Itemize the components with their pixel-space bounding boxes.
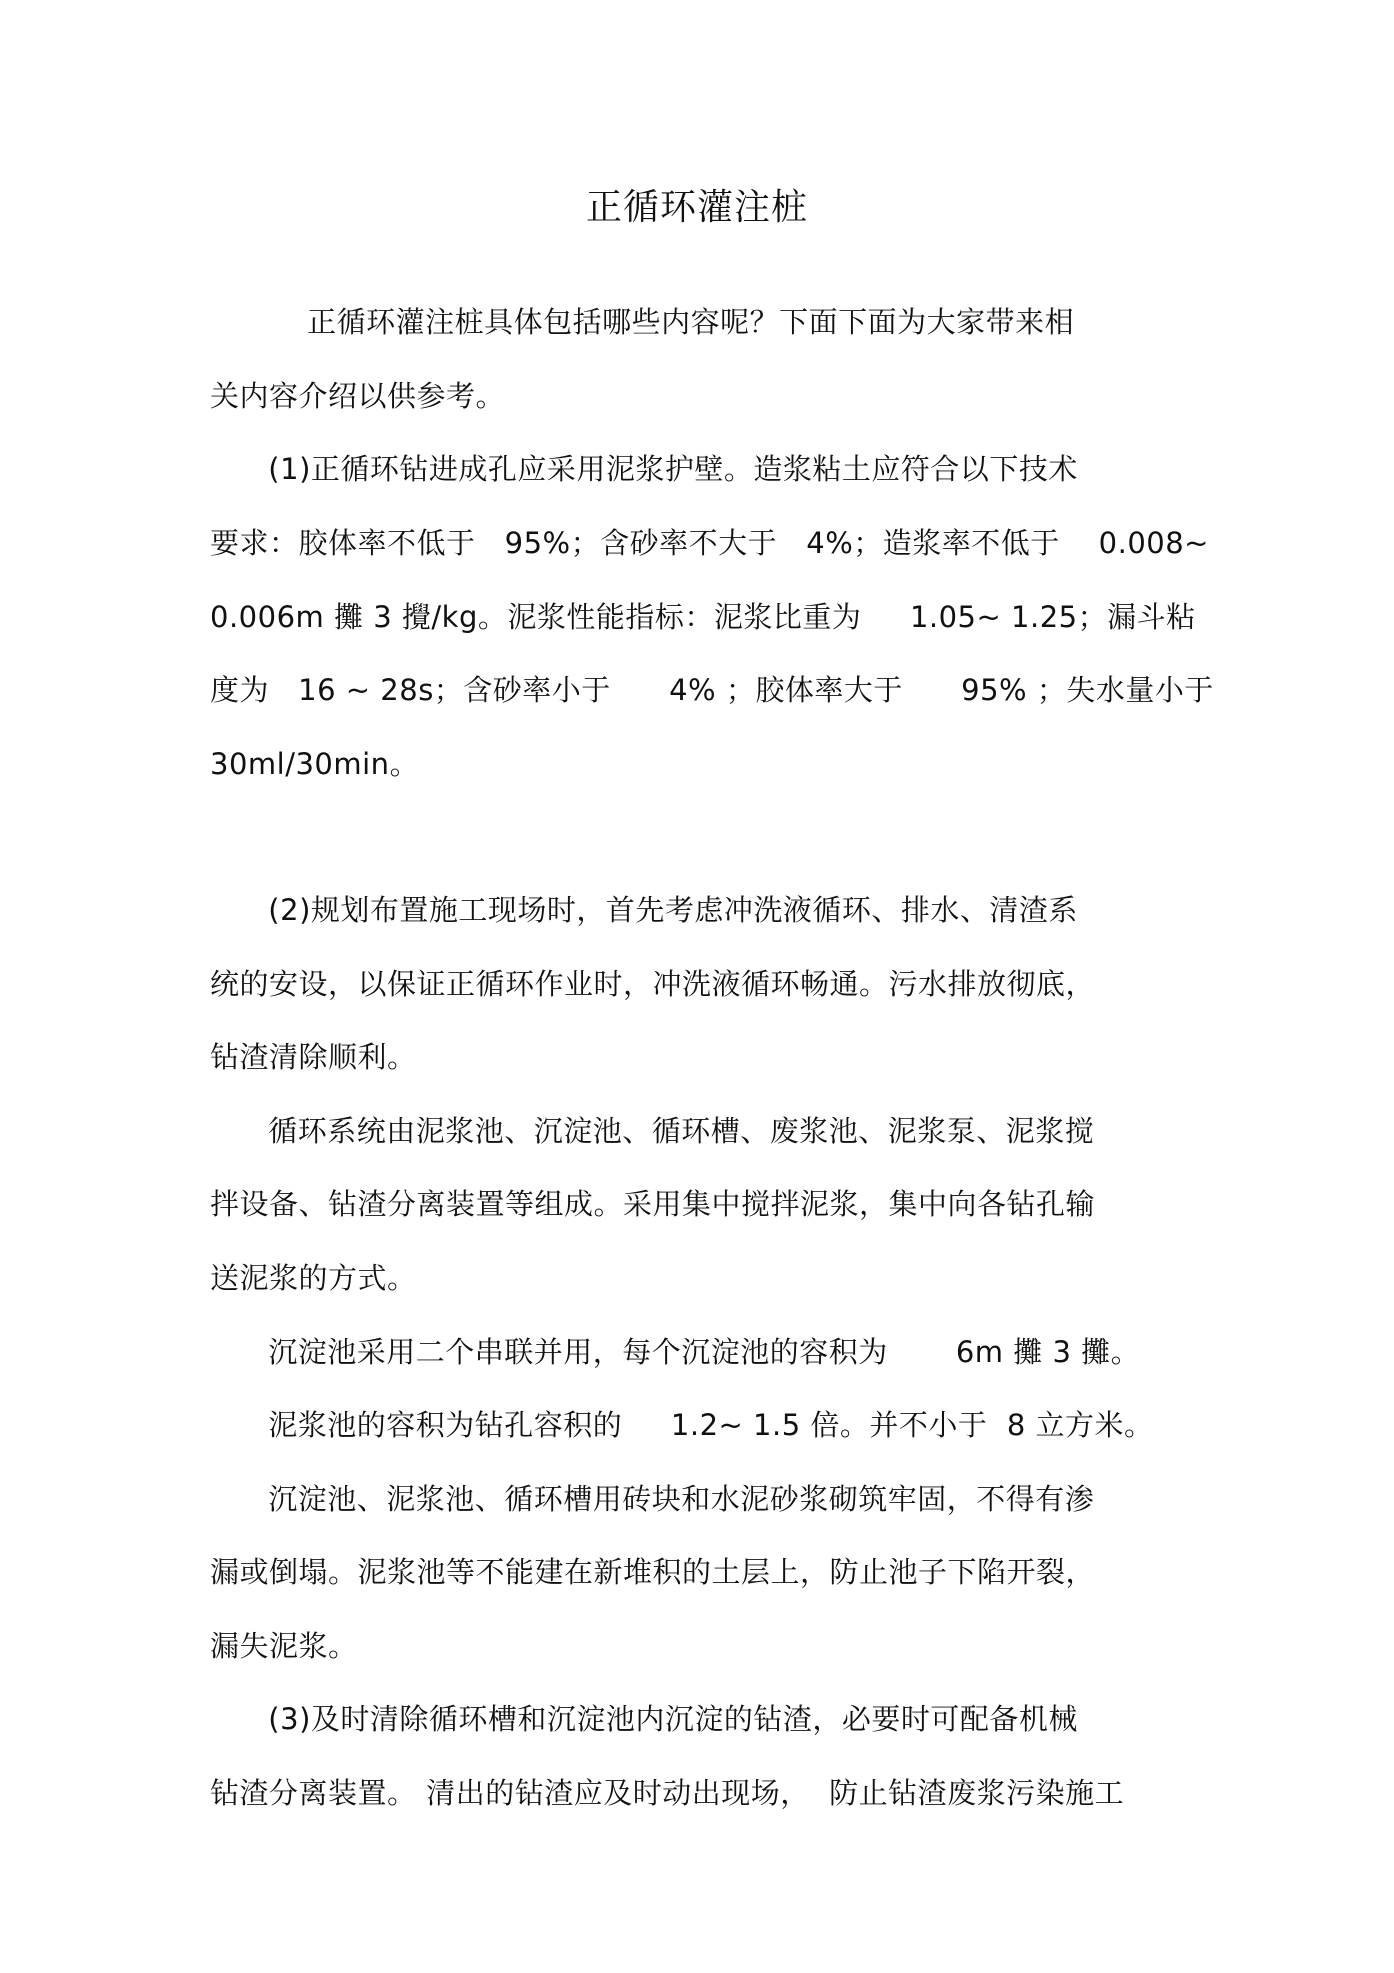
paragraph-line: 正循环灌注桩具体包括哪些内容呢？下面下面为大家带来相 (210, 305, 1075, 339)
paragraph-line: 漏失泥浆。 (210, 1629, 358, 1663)
paragraph-line: 拌设备、钻渣分离装置等组成。采用集中搅拌泥浆，集中向各钻孔输 (210, 1187, 1096, 1221)
paragraph-line: 沉淀池采用二个串联并用，每个沉淀池的容积为 6m 攤 3 攤。 (210, 1335, 1141, 1369)
paragraph-line: 沉淀池、泥浆池、循环槽用砖块和水泥砂浆砌筑牢固，不得有渗 (210, 1482, 1095, 1516)
paragraph-line: 关内容介绍以供参考。 (210, 379, 506, 413)
paragraph-line: 度为 16 ~ 28s；含砂率小于 4% ；胶体率大于 95% ；失水量小于 (210, 673, 1214, 707)
paragraph-line: 统的安设，以保证正循环作业时，冲洗液循环畅通。污水排放彻底， (210, 967, 1096, 1001)
paragraph-line: 30ml/30min。 (210, 747, 420, 781)
paragraph-line: 0.006m 攤 3 攪/kg。泥浆性能指标：泥浆比重为 1.05~ 1.25；漏斗粘 (210, 600, 1196, 634)
paragraph-line: 泥浆池的容积为钻孔容积的 1.2~ 1.5 倍。并不小于 8 立方米。 (210, 1408, 1154, 1442)
paragraph-line: 送泥浆的方式。 (210, 1261, 417, 1295)
paragraph-line: 漏或倒塌。泥浆池等不能建在新堆积的土层上，防止池子下陷开裂， (210, 1555, 1096, 1589)
paragraph-line: (1)正循环钻进成孔应采用泥浆护壁。造浆粘土应符合以下技术 (210, 452, 1078, 486)
paragraph-line: 钻渣分离装置。 清出的钻渣应及时动出现场， 防止钻渣废浆污染施工 (210, 1776, 1125, 1810)
paragraph-line: 要求：胶体率不低于 95%；含砂率不大于 4%；造浆率不低于 0.008~ (210, 526, 1209, 560)
paragraph-line: 钻渣清除顺利。 (210, 1040, 417, 1074)
paragraph-line: 循环系统由泥浆池、沉淀池、循环槽、废浆池、泥浆泵、泥浆搅 (210, 1114, 1095, 1148)
document-title: 正循环灌注桩 (585, 187, 808, 228)
paragraph-line: (3)及时清除循环槽和沉淀池内沉淀的钻渣，必要时可配备机械 (210, 1702, 1078, 1736)
paragraph-line: (2)规划布置施工现场时，首先考虑冲洗液循环、排水、清渣系 (210, 893, 1078, 927)
